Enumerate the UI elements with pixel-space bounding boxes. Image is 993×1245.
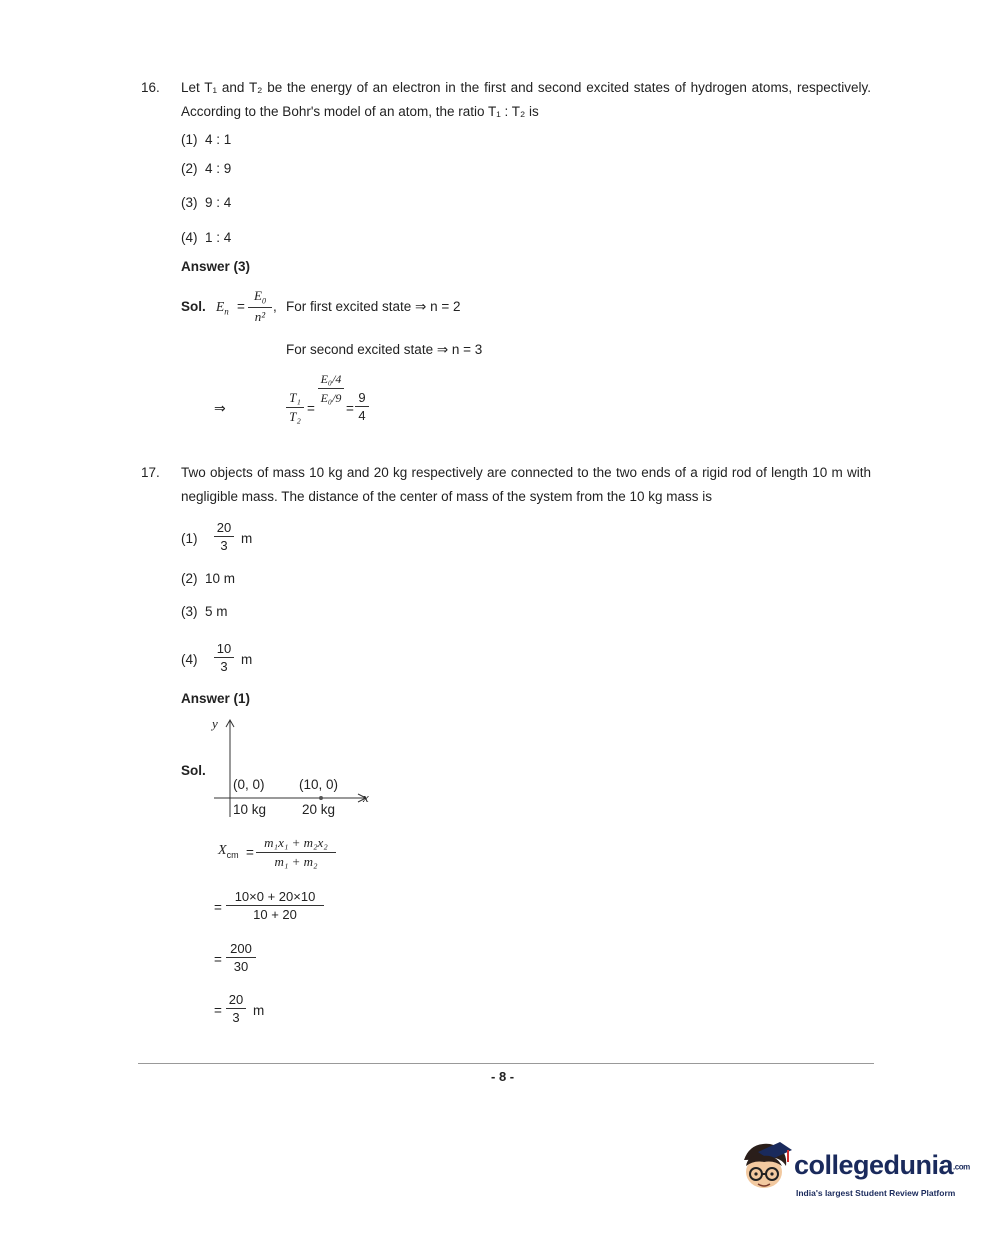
q17-sol-label: Sol. — [181, 763, 206, 778]
xcm-eq: = — [246, 845, 254, 860]
mass-10kg-label: 10 kg — [233, 802, 267, 817]
comma: , — [273, 299, 277, 314]
q16-option-2: (2) 4 : 9 — [181, 161, 232, 176]
q17-text: Two objects of mass 10 kg and 20 kg respectively are connected to the two ends of a rigid rod of length 10 m with negligible mass. The distance of the center of mass of the system from the 10 kg mass is — [181, 465, 871, 504]
step2-eq: = — [214, 952, 222, 967]
q16-eq-3: = — [346, 401, 354, 416]
q17-option-2: (2) 10 m — [181, 571, 236, 586]
q16-en: $E_n$ — [216, 299, 229, 317]
brand-dotcom: .com — [953, 1162, 970, 1172]
q16-eq-1: = — [237, 299, 245, 314]
mass-point-marker — [319, 796, 323, 800]
step2-fraction: $\frac{200}{30}$ — [226, 941, 256, 974]
mass-20kg-label: 20 kg — [302, 802, 336, 817]
x-axis-label: x — [363, 790, 369, 805]
q16-nine-over-four: $\frac{9}{4}$ — [355, 390, 369, 423]
step3-eq: = — [214, 1003, 222, 1018]
brand-tagline: India's largest Student Review Platform — [796, 1188, 956, 1198]
q16-option-1: (1) 4 : 1 — [181, 132, 232, 147]
q16-e0-bottom: E₀/9 — [320, 391, 342, 405]
q17-answer: Answer (1) — [181, 691, 251, 706]
q17-option-1-fraction: $\frac{20}{3}$ — [214, 520, 234, 553]
q17-option-4-unit: m — [241, 652, 253, 667]
q17-option-4-fraction: $\frac{10}{3}$ — [214, 641, 234, 674]
page-number: - 8 - — [491, 1069, 515, 1084]
point-ten-label: (10, 0) — [299, 777, 339, 792]
q16-e0-over-n2: $\frac{E_0}{\text{n²}}$ — [248, 288, 272, 325]
brand-name: collegedunia.com — [794, 1150, 970, 1180]
q16-first-excited: For first excited state ⇒ n = 2 — [286, 299, 461, 314]
q16-implies: ⇒ — [214, 400, 226, 416]
q16-answer: Answer (3) — [181, 259, 251, 274]
q16-option-4: (4) 1 : 4 — [181, 230, 232, 245]
q16-number: 16. — [141, 80, 160, 95]
xcm-formula-fraction: $\frac{\text{m₁x₁ + m₂x₂}}{\text{m₁ + m₂}}$ — [256, 835, 336, 870]
step1-fraction: $\frac{10\times 0 + 20\times 10}{10 + 20}$ — [226, 889, 324, 922]
q17-option-1-unit: m — [241, 531, 253, 546]
q16-sol-label: Sol. — [181, 299, 206, 314]
q16-t1-over-t2: $\frac{\text{T₁}}{\text{T₂}}$ — [286, 390, 304, 425]
collegedunia-mascot-icon — [736, 1138, 794, 1196]
q17-option-4: (4) — [181, 652, 198, 667]
step3-fraction: $\frac{20}{3}$ — [226, 992, 246, 1025]
q16-option-3: (3) 9 : 4 — [181, 195, 232, 210]
xcm-symbol: $X_{cm}$ — [218, 843, 239, 860]
q16-text: Let T₁ and T₂ be the energy of an electron in the first and second excited states of hydrogen atoms, respectively. According to the Bohr's model of an atom, the ratio T₁ : T₂ is — [181, 80, 871, 119]
com-axes-diagram — [200, 712, 390, 822]
q17-number: 17. — [141, 465, 160, 480]
footer-divider — [138, 1063, 874, 1064]
step1-eq: = — [214, 900, 222, 915]
q16-eq-2: = — [307, 401, 315, 416]
q16-second-excited: For second excited state ⇒ n = 3 — [286, 342, 483, 357]
step3-unit: m — [253, 1003, 265, 1018]
y-axis-label: y — [212, 716, 218, 731]
q17-option-3: (3) 5 m — [181, 604, 228, 619]
q16-e0-top: E₀/4 — [320, 372, 342, 386]
point-origin-label: (0, 0) — [233, 777, 265, 792]
q16-nested-fraction — [318, 372, 344, 405]
q17-option-1: (1) — [181, 531, 198, 546]
